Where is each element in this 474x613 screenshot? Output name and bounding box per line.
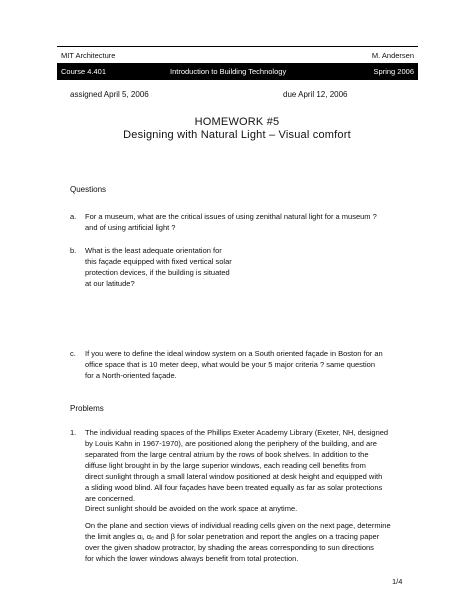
paragraph-line: for which the lower windows always benefit from total protection.: [85, 554, 299, 563]
paragraph-line: the limit angles αᵢ, αₑ and β for solar penetration and report the angles on a tracing paper: [85, 532, 380, 541]
question-line: at our latitude?: [85, 279, 135, 288]
institution: MIT Architecture: [61, 51, 116, 60]
question-line: for a North-oriented façade.: [85, 371, 177, 380]
question-line: and of using artificial light ?: [85, 223, 176, 232]
paragraph-line: The individual reading spaces of the Phillips Exeter Academy Library (Exeter, NH, designed: [85, 428, 389, 437]
question-line: this façade equipped with fixed vertical solar: [85, 257, 232, 266]
question-a: [70, 211, 420, 235]
question-line: protection devices, if the building is situated: [85, 268, 230, 277]
paragraph-line: On the plane and section views of individual reading cells given on the next page, determine: [85, 521, 391, 530]
question-c: [70, 348, 420, 382]
paragraph-line: Direct sunlight should be avoided on the work space at anytime.: [85, 504, 298, 513]
author: M. Andersen: [371, 51, 414, 60]
paragraph-line: direct sunlight through a small lateral window positioned at desk height and equipped with: [85, 472, 383, 481]
paragraph-line: by Louis Kahn in 1967-1970), are positioned along the periphery of the building, and are: [85, 439, 377, 448]
course-title: Introduction to Building Technology: [170, 67, 287, 76]
homework-title: HOMEWORK #5: [194, 116, 280, 128]
assigned-date: assigned April 5, 2006: [70, 90, 149, 99]
paragraph-line: are concerned.: [85, 494, 136, 503]
page-number: 1/4: [392, 577, 403, 586]
paragraph-line: diffuse light brought in by the large superior windows, each reading cell benefits from: [85, 461, 366, 470]
problem-1-paragraph-2: [85, 503, 425, 514]
paragraph-line: over the given shadow protractor, by shading the areas corresponding to sun directions: [85, 543, 374, 552]
question-line: If you were to define the ideal window system on a South oriented façade in Boston for an: [85, 349, 383, 358]
problem-1-paragraph-1: [85, 427, 425, 504]
question-label: a.: [70, 212, 77, 221]
homework-subtitle: Designing with Natural Light – Visual comfort: [123, 129, 351, 141]
paragraph-line: separated from the large central atrium by the rows of book shelves. In addition to the: [85, 450, 369, 459]
problem-label: 1.: [70, 428, 77, 437]
header-course-bar: [57, 63, 418, 80]
question-label: c.: [70, 349, 76, 358]
question-line: For a museum, what are the critical issues of using zenithal natural light for a museum ?: [85, 212, 377, 221]
due-date: due April 12, 2006: [283, 90, 348, 99]
term: Spring 2006: [373, 67, 414, 76]
question-b: [70, 245, 270, 291]
problem-1-label-wrap: [70, 427, 84, 438]
problems-heading: Problems: [70, 404, 104, 413]
question-line: What is the least adequate orientation for: [85, 246, 222, 255]
problem-1-paragraph-3: [85, 520, 425, 564]
questions-heading: Questions: [70, 185, 107, 194]
question-line: office space that is 10 meter deep, what would be your 5 major criteria ? same question: [85, 360, 376, 369]
question-label: b.: [70, 246, 77, 255]
course-number: Course 4.401: [61, 67, 107, 76]
paragraph-line: a sliding wood blind. All four façades have been treated equally as far as solar protections: [85, 483, 383, 492]
